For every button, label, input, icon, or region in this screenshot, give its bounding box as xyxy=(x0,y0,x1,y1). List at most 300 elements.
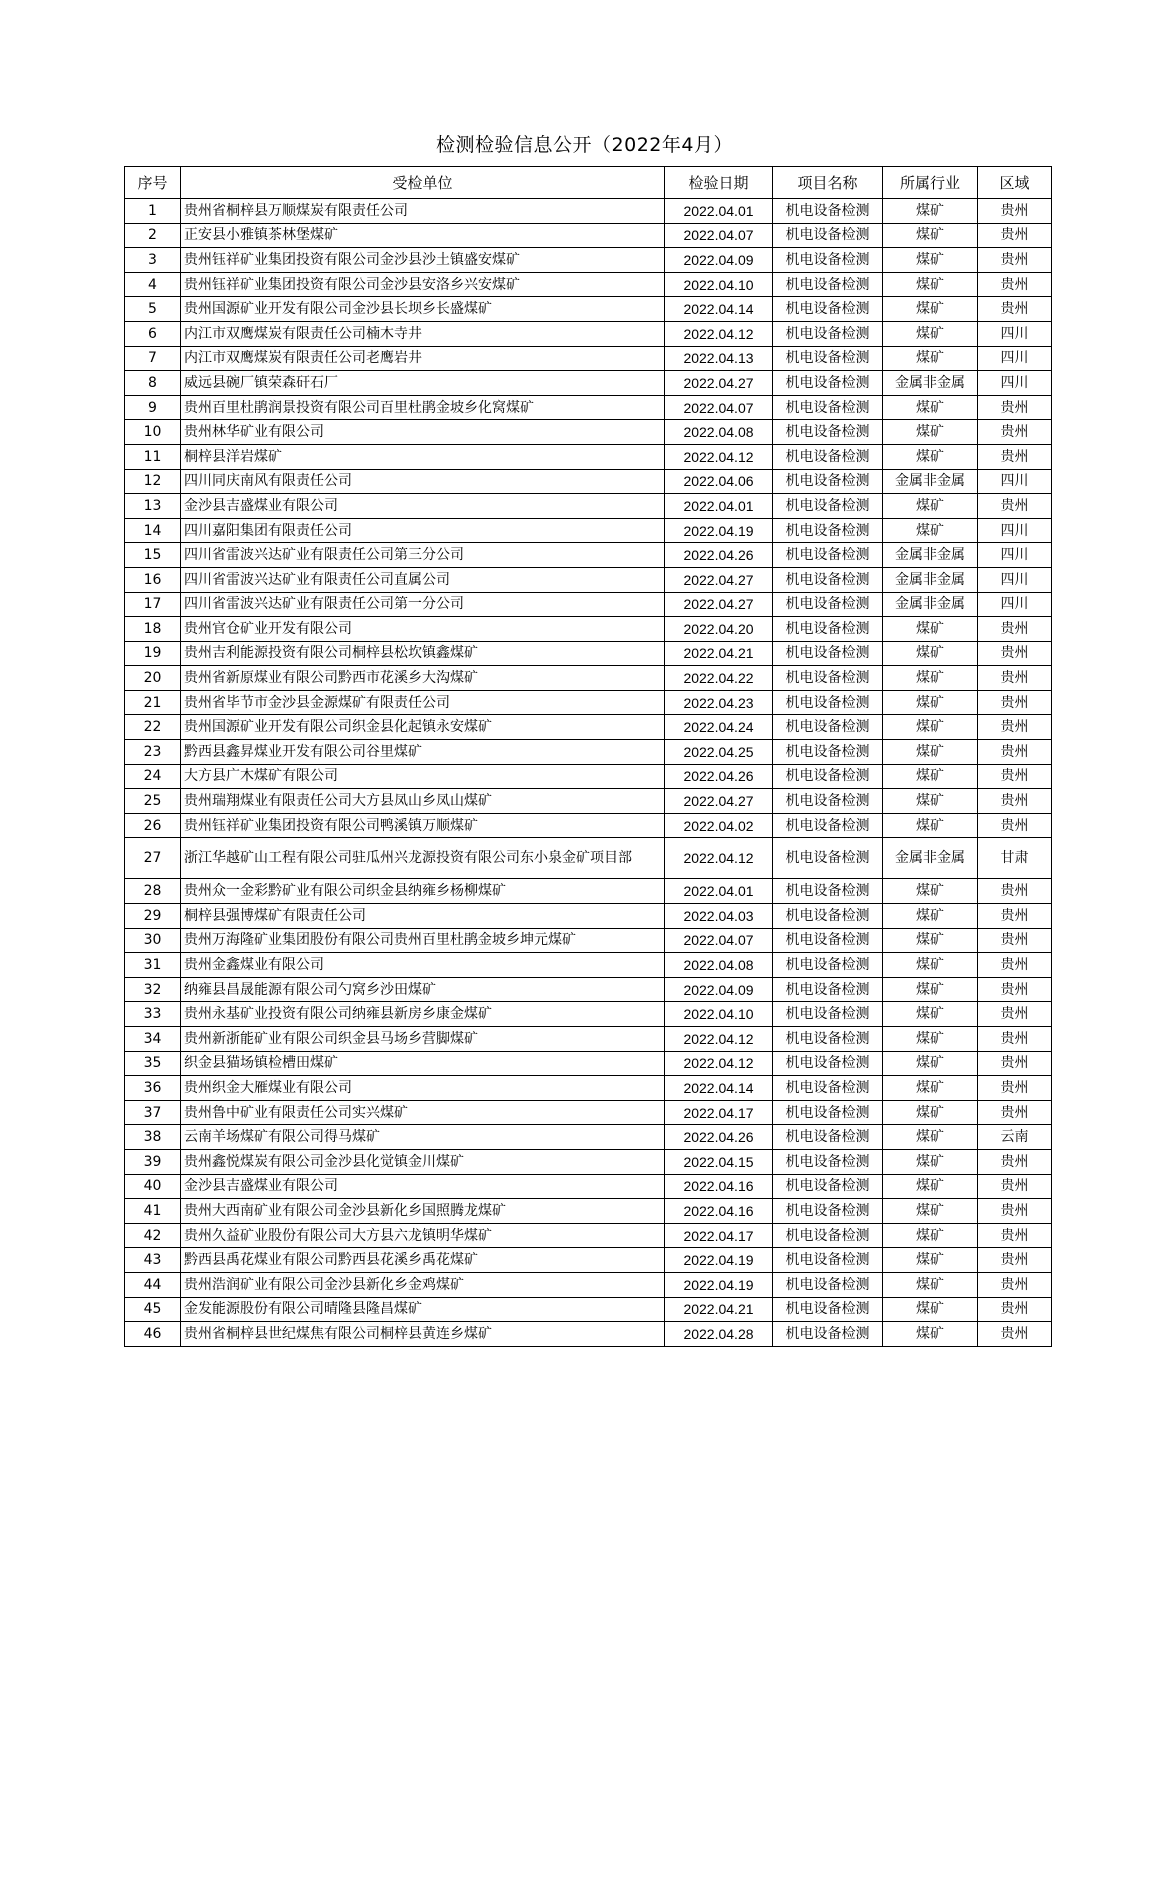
cell-industry: 煤矿 xyxy=(883,1051,978,1076)
table-row xyxy=(125,1027,1052,1052)
table-row xyxy=(125,904,1052,929)
cell-region: 贵州 xyxy=(978,1199,1052,1224)
cell-no: 41 xyxy=(125,1199,181,1224)
cell-industry: 煤矿 xyxy=(883,1027,978,1052)
cell-date: 2022.04.12 xyxy=(665,1051,773,1076)
cell-project: 机电设备检测 xyxy=(773,371,883,396)
cell-date: 2022.04.17 xyxy=(665,1100,773,1125)
cell-no: 45 xyxy=(125,1297,181,1322)
table-row xyxy=(125,617,1052,642)
table-row xyxy=(125,223,1052,248)
cell-no: 30 xyxy=(125,928,181,953)
cell-no: 37 xyxy=(125,1100,181,1125)
table-row xyxy=(125,838,1052,879)
cell-project: 机电设备检测 xyxy=(773,1199,883,1224)
cell-date: 2022.04.16 xyxy=(665,1174,773,1199)
cell-project: 机电设备检测 xyxy=(773,346,883,371)
cell-unit: 内江市双鹰煤炭有限责任公司老鹰岩井 xyxy=(181,346,665,371)
cell-industry: 煤矿 xyxy=(883,953,978,978)
cell-date: 2022.04.27 xyxy=(665,592,773,617)
cell-region: 甘肃 xyxy=(978,838,1052,879)
cell-unit: 金沙县吉盛煤业有限公司 xyxy=(181,1174,665,1199)
cell-date: 2022.04.28 xyxy=(665,1322,773,1347)
cell-project: 机电设备检测 xyxy=(773,813,883,838)
cell-project: 机电设备检测 xyxy=(773,543,883,568)
table-body xyxy=(125,199,1052,1347)
cell-no: 2 xyxy=(125,223,181,248)
cell-industry: 金属非金属 xyxy=(883,838,978,879)
cell-industry: 煤矿 xyxy=(883,764,978,789)
cell-unit: 织金县猫场镇检槽田煤矿 xyxy=(181,1051,665,1076)
cell-date: 2022.04.19 xyxy=(665,1248,773,1273)
cell-region: 四川 xyxy=(978,371,1052,396)
cell-unit: 内江市双鹰煤炭有限责任公司楠木寺井 xyxy=(181,321,665,346)
cell-unit: 贵州鑫悦煤炭有限公司金沙县化觉镇金川煤矿 xyxy=(181,1149,665,1174)
cell-region: 四川 xyxy=(978,567,1052,592)
cell-unit: 贵州国源矿业开发有限公司织金县化起镇永安煤矿 xyxy=(181,715,665,740)
table-row xyxy=(125,321,1052,346)
cell-unit: 正安县小雅镇茶林堡煤矿 xyxy=(181,223,665,248)
table-row xyxy=(125,1125,1052,1150)
cell-region: 贵州 xyxy=(978,789,1052,814)
table-row xyxy=(125,641,1052,666)
table-row xyxy=(125,420,1052,445)
table-row xyxy=(125,346,1052,371)
cell-unit: 贵州国源矿业开发有限公司金沙县长坝乡长盛煤矿 xyxy=(181,297,665,322)
cell-no: 21 xyxy=(125,690,181,715)
cell-date: 2022.04.09 xyxy=(665,248,773,273)
cell-region: 贵州 xyxy=(978,641,1052,666)
cell-unit: 贵州钰祥矿业集团投资有限公司金沙县沙土镇盛安煤矿 xyxy=(181,248,665,273)
cell-industry: 煤矿 xyxy=(883,1149,978,1174)
cell-region: 贵州 xyxy=(978,1051,1052,1076)
cell-region: 四川 xyxy=(978,346,1052,371)
cell-project: 机电设备检测 xyxy=(773,1223,883,1248)
cell-date: 2022.04.10 xyxy=(665,272,773,297)
cell-project: 机电设备检测 xyxy=(773,494,883,519)
cell-project: 机电设备检测 xyxy=(773,395,883,420)
cell-no: 27 xyxy=(125,838,181,879)
cell-region: 贵州 xyxy=(978,666,1052,691)
table-row xyxy=(125,444,1052,469)
cell-region: 贵州 xyxy=(978,1322,1052,1347)
cell-no: 24 xyxy=(125,764,181,789)
cell-unit: 四川省雷波兴达矿业有限责任公司直属公司 xyxy=(181,567,665,592)
cell-unit: 贵州金鑫煤业有限公司 xyxy=(181,953,665,978)
cell-no: 22 xyxy=(125,715,181,740)
cell-no: 38 xyxy=(125,1125,181,1150)
cell-date: 2022.04.07 xyxy=(665,395,773,420)
cell-industry: 煤矿 xyxy=(883,690,978,715)
cell-no: 14 xyxy=(125,518,181,543)
cell-unit: 贵州新浙能矿业有限公司织金县马场乡营脚煤矿 xyxy=(181,1027,665,1052)
cell-industry: 金属非金属 xyxy=(883,371,978,396)
cell-project: 机电设备检测 xyxy=(773,1297,883,1322)
cell-region: 四川 xyxy=(978,321,1052,346)
inspection-table xyxy=(124,166,1052,1347)
table-row xyxy=(125,543,1052,568)
table-row xyxy=(125,272,1052,297)
page-title: 检测检验信息公开（2022年4月） xyxy=(436,134,733,156)
cell-project: 机电设备检测 xyxy=(773,321,883,346)
cell-project: 机电设备检测 xyxy=(773,469,883,494)
cell-date: 2022.04.21 xyxy=(665,1297,773,1322)
cell-unit: 黔西县禹花煤业有限公司黔西县花溪乡禹花煤矿 xyxy=(181,1248,665,1273)
cell-no: 13 xyxy=(125,494,181,519)
cell-unit: 贵州省桐梓县世纪煤焦有限公司桐梓县黄连乡煤矿 xyxy=(181,1322,665,1347)
cell-date: 2022.04.27 xyxy=(665,789,773,814)
cell-region: 四川 xyxy=(978,518,1052,543)
cell-date: 2022.04.27 xyxy=(665,371,773,396)
cell-region: 贵州 xyxy=(978,1100,1052,1125)
cell-industry: 煤矿 xyxy=(883,904,978,929)
header-region: 区域 xyxy=(978,167,1052,199)
cell-region: 贵州 xyxy=(978,1297,1052,1322)
table-row xyxy=(125,469,1052,494)
cell-industry: 煤矿 xyxy=(883,395,978,420)
cell-unit: 四川省雷波兴达矿业有限责任公司第三分公司 xyxy=(181,543,665,568)
cell-industry: 煤矿 xyxy=(883,223,978,248)
cell-date: 2022.04.12 xyxy=(665,838,773,879)
cell-region: 贵州 xyxy=(978,813,1052,838)
cell-region: 贵州 xyxy=(978,977,1052,1002)
table-row xyxy=(125,1322,1052,1347)
cell-no: 46 xyxy=(125,1322,181,1347)
cell-industry: 煤矿 xyxy=(883,740,978,765)
cell-unit: 浙江华越矿山工程有限公司驻瓜州兴龙源投资有限公司东小泉金矿项目部 xyxy=(181,838,665,879)
cell-date: 2022.04.14 xyxy=(665,297,773,322)
table-row xyxy=(125,715,1052,740)
cell-date: 2022.04.23 xyxy=(665,690,773,715)
cell-no: 4 xyxy=(125,272,181,297)
cell-unit: 贵州省新原煤业有限公司黔西市花溪乡大沟煤矿 xyxy=(181,666,665,691)
cell-region: 贵州 xyxy=(978,444,1052,469)
cell-date: 2022.04.07 xyxy=(665,928,773,953)
cell-no: 16 xyxy=(125,567,181,592)
cell-no: 1 xyxy=(125,199,181,224)
cell-unit: 贵州众一金彩黔矿业有限公司织金县纳雍乡杨柳煤矿 xyxy=(181,879,665,904)
cell-project: 机电设备检测 xyxy=(773,199,883,224)
cell-project: 机电设备检测 xyxy=(773,789,883,814)
cell-project: 机电设备检测 xyxy=(773,1322,883,1347)
cell-no: 17 xyxy=(125,592,181,617)
cell-no: 18 xyxy=(125,617,181,642)
cell-unit: 桐梓县洋岩煤矿 xyxy=(181,444,665,469)
table-row xyxy=(125,813,1052,838)
header-unit: 受检单位 xyxy=(181,167,665,199)
cell-unit: 贵州永基矿业投资有限公司纳雍县新房乡康金煤矿 xyxy=(181,1002,665,1027)
header-industry: 所属行业 xyxy=(883,167,978,199)
cell-no: 25 xyxy=(125,789,181,814)
cell-date: 2022.04.14 xyxy=(665,1076,773,1101)
cell-project: 机电设备检测 xyxy=(773,1027,883,1052)
cell-date: 2022.04.07 xyxy=(665,223,773,248)
cell-industry: 煤矿 xyxy=(883,1322,978,1347)
cell-unit: 金沙县吉盛煤业有限公司 xyxy=(181,494,665,519)
cell-region: 贵州 xyxy=(978,879,1052,904)
cell-date: 2022.04.25 xyxy=(665,740,773,765)
cell-unit: 贵州官仓矿业开发有限公司 xyxy=(181,617,665,642)
header-date: 检验日期 xyxy=(665,167,773,199)
cell-no: 34 xyxy=(125,1027,181,1052)
cell-no: 32 xyxy=(125,977,181,1002)
cell-project: 机电设备检测 xyxy=(773,740,883,765)
cell-unit: 贵州林华矿业有限公司 xyxy=(181,420,665,445)
cell-project: 机电设备检测 xyxy=(773,444,883,469)
cell-region: 贵州 xyxy=(978,617,1052,642)
cell-no: 43 xyxy=(125,1248,181,1273)
cell-industry: 煤矿 xyxy=(883,420,978,445)
cell-industry: 煤矿 xyxy=(883,1199,978,1224)
cell-region: 贵州 xyxy=(978,1248,1052,1273)
cell-unit: 纳雍县昌晟能源有限公司勺窝乡沙田煤矿 xyxy=(181,977,665,1002)
cell-project: 机电设备检测 xyxy=(773,1149,883,1174)
cell-industry: 金属非金属 xyxy=(883,567,978,592)
cell-region: 贵州 xyxy=(978,740,1052,765)
cell-project: 机电设备检测 xyxy=(773,953,883,978)
cell-date: 2022.04.26 xyxy=(665,764,773,789)
cell-no: 3 xyxy=(125,248,181,273)
cell-industry: 煤矿 xyxy=(883,1125,978,1150)
cell-project: 机电设备检测 xyxy=(773,879,883,904)
cell-unit: 贵州省桐梓县万顺煤炭有限责任公司 xyxy=(181,199,665,224)
cell-date: 2022.04.01 xyxy=(665,879,773,904)
cell-project: 机电设备检测 xyxy=(773,838,883,879)
cell-no: 9 xyxy=(125,395,181,420)
cell-date: 2022.04.02 xyxy=(665,813,773,838)
cell-date: 2022.04.10 xyxy=(665,1002,773,1027)
cell-industry: 煤矿 xyxy=(883,789,978,814)
header-no: 序号 xyxy=(125,167,181,199)
table-row xyxy=(125,879,1052,904)
cell-region: 四川 xyxy=(978,592,1052,617)
cell-project: 机电设备检测 xyxy=(773,1248,883,1273)
cell-industry: 煤矿 xyxy=(883,1002,978,1027)
table-row xyxy=(125,953,1052,978)
cell-date: 2022.04.08 xyxy=(665,420,773,445)
cell-industry: 煤矿 xyxy=(883,1272,978,1297)
cell-date: 2022.04.03 xyxy=(665,904,773,929)
table-row xyxy=(125,1051,1052,1076)
cell-no: 35 xyxy=(125,1051,181,1076)
cell-date: 2022.04.21 xyxy=(665,641,773,666)
cell-no: 42 xyxy=(125,1223,181,1248)
header-project: 项目名称 xyxy=(773,167,883,199)
cell-date: 2022.04.12 xyxy=(665,1027,773,1052)
cell-no: 6 xyxy=(125,321,181,346)
cell-unit: 贵州大西南矿业有限公司金沙县新化乡国照腾龙煤矿 xyxy=(181,1199,665,1224)
cell-industry: 煤矿 xyxy=(883,199,978,224)
cell-date: 2022.04.01 xyxy=(665,199,773,224)
cell-project: 机电设备检测 xyxy=(773,248,883,273)
cell-region: 贵州 xyxy=(978,248,1052,273)
cell-date: 2022.04.24 xyxy=(665,715,773,740)
cell-unit: 四川嘉阳集团有限责任公司 xyxy=(181,518,665,543)
cell-date: 2022.04.12 xyxy=(665,444,773,469)
cell-project: 机电设备检测 xyxy=(773,904,883,929)
cell-date: 2022.04.06 xyxy=(665,469,773,494)
cell-region: 贵州 xyxy=(978,494,1052,519)
cell-industry: 煤矿 xyxy=(883,1248,978,1273)
table-row xyxy=(125,1248,1052,1273)
cell-unit: 金发能源股份有限公司晴隆县隆昌煤矿 xyxy=(181,1297,665,1322)
cell-date: 2022.04.19 xyxy=(665,1272,773,1297)
cell-region: 贵州 xyxy=(978,690,1052,715)
cell-date: 2022.04.22 xyxy=(665,666,773,691)
table-row xyxy=(125,1076,1052,1101)
table-row xyxy=(125,1002,1052,1027)
table-row xyxy=(125,371,1052,396)
cell-region: 贵州 xyxy=(978,764,1052,789)
cell-industry: 煤矿 xyxy=(883,666,978,691)
cell-industry: 煤矿 xyxy=(883,641,978,666)
cell-date: 2022.04.16 xyxy=(665,1199,773,1224)
cell-project: 机电设备检测 xyxy=(773,1174,883,1199)
cell-region: 云南 xyxy=(978,1125,1052,1150)
cell-project: 机电设备检测 xyxy=(773,223,883,248)
table-row xyxy=(125,690,1052,715)
cell-industry: 煤矿 xyxy=(883,617,978,642)
cell-no: 26 xyxy=(125,813,181,838)
table-row xyxy=(125,740,1052,765)
cell-unit: 贵州吉利能源投资有限公司桐梓县松坎镇鑫煤矿 xyxy=(181,641,665,666)
cell-project: 机电设备检测 xyxy=(773,420,883,445)
cell-no: 10 xyxy=(125,420,181,445)
cell-industry: 煤矿 xyxy=(883,1076,978,1101)
cell-industry: 煤矿 xyxy=(883,1174,978,1199)
cell-region: 贵州 xyxy=(978,715,1052,740)
cell-project: 机电设备检测 xyxy=(773,1076,883,1101)
cell-no: 44 xyxy=(125,1272,181,1297)
cell-no: 39 xyxy=(125,1149,181,1174)
cell-date: 2022.04.17 xyxy=(665,1223,773,1248)
cell-industry: 煤矿 xyxy=(883,879,978,904)
table-row xyxy=(125,1272,1052,1297)
cell-industry: 煤矿 xyxy=(883,977,978,1002)
cell-region: 贵州 xyxy=(978,1223,1052,1248)
cell-region: 贵州 xyxy=(978,953,1052,978)
cell-unit: 贵州省毕节市金沙县金源煤矿有限责任公司 xyxy=(181,690,665,715)
cell-no: 28 xyxy=(125,879,181,904)
cell-region: 贵州 xyxy=(978,904,1052,929)
cell-unit: 贵州钰祥矿业集团投资有限公司鸭溪镇万顺煤矿 xyxy=(181,813,665,838)
cell-unit: 贵州百里杜鹃润景投资有限公司百里杜鹃金坡乡化窝煤矿 xyxy=(181,395,665,420)
cell-project: 机电设备检测 xyxy=(773,977,883,1002)
cell-project: 机电设备检测 xyxy=(773,1272,883,1297)
cell-date: 2022.04.26 xyxy=(665,543,773,568)
cell-region: 贵州 xyxy=(978,1027,1052,1052)
cell-unit: 贵州万海隆矿业集团股份有限公司贵州百里杜鹃金坡乡坤元煤矿 xyxy=(181,928,665,953)
cell-no: 20 xyxy=(125,666,181,691)
cell-date: 2022.04.20 xyxy=(665,617,773,642)
cell-project: 机电设备检测 xyxy=(773,518,883,543)
cell-unit: 云南羊场煤矿有限公司得马煤矿 xyxy=(181,1125,665,1150)
cell-date: 2022.04.13 xyxy=(665,346,773,371)
cell-date: 2022.04.08 xyxy=(665,953,773,978)
cell-region: 贵州 xyxy=(978,395,1052,420)
cell-no: 19 xyxy=(125,641,181,666)
cell-industry: 煤矿 xyxy=(883,1223,978,1248)
cell-region: 贵州 xyxy=(978,272,1052,297)
cell-project: 机电设备检测 xyxy=(773,272,883,297)
cell-project: 机电设备检测 xyxy=(773,715,883,740)
table-row xyxy=(125,928,1052,953)
cell-project: 机电设备检测 xyxy=(773,1100,883,1125)
cell-no: 40 xyxy=(125,1174,181,1199)
cell-project: 机电设备检测 xyxy=(773,764,883,789)
cell-unit: 贵州久益矿业股份有限公司大方县六龙镇明华煤矿 xyxy=(181,1223,665,1248)
cell-region: 四川 xyxy=(978,469,1052,494)
cell-date: 2022.04.01 xyxy=(665,494,773,519)
cell-unit: 威远县碗厂镇荣森矸石厂 xyxy=(181,371,665,396)
cell-region: 贵州 xyxy=(978,420,1052,445)
cell-industry: 金属非金属 xyxy=(883,543,978,568)
cell-region: 贵州 xyxy=(978,199,1052,224)
cell-project: 机电设备检测 xyxy=(773,567,883,592)
table-row xyxy=(125,1297,1052,1322)
cell-no: 5 xyxy=(125,297,181,322)
table-row xyxy=(125,199,1052,224)
cell-region: 贵州 xyxy=(978,223,1052,248)
cell-industry: 煤矿 xyxy=(883,1297,978,1322)
cell-unit: 贵州钰祥矿业集团投资有限公司金沙县安洛乡兴安煤矿 xyxy=(181,272,665,297)
cell-region: 贵州 xyxy=(978,928,1052,953)
cell-no: 12 xyxy=(125,469,181,494)
cell-industry: 煤矿 xyxy=(883,494,978,519)
table-row xyxy=(125,567,1052,592)
cell-unit: 黔西县鑫昇煤业开发有限公司谷里煤矿 xyxy=(181,740,665,765)
cell-no: 33 xyxy=(125,1002,181,1027)
cell-project: 机电设备检测 xyxy=(773,1051,883,1076)
table-row xyxy=(125,494,1052,519)
table-row xyxy=(125,764,1052,789)
cell-no: 36 xyxy=(125,1076,181,1101)
cell-project: 机电设备检测 xyxy=(773,690,883,715)
table-row xyxy=(125,1174,1052,1199)
cell-region: 贵州 xyxy=(978,1272,1052,1297)
cell-industry: 煤矿 xyxy=(883,518,978,543)
cell-project: 机电设备检测 xyxy=(773,1002,883,1027)
cell-project: 机电设备检测 xyxy=(773,297,883,322)
cell-no: 7 xyxy=(125,346,181,371)
cell-region: 贵州 xyxy=(978,1174,1052,1199)
cell-project: 机电设备检测 xyxy=(773,592,883,617)
table-row xyxy=(125,518,1052,543)
cell-region: 贵州 xyxy=(978,1076,1052,1101)
cell-date: 2022.04.19 xyxy=(665,518,773,543)
cell-industry: 煤矿 xyxy=(883,272,978,297)
cell-project: 机电设备检测 xyxy=(773,666,883,691)
cell-industry: 煤矿 xyxy=(883,813,978,838)
cell-industry: 煤矿 xyxy=(883,928,978,953)
cell-date: 2022.04.26 xyxy=(665,1125,773,1150)
cell-industry: 金属非金属 xyxy=(883,469,978,494)
cell-no: 15 xyxy=(125,543,181,568)
cell-project: 机电设备检测 xyxy=(773,928,883,953)
cell-unit: 桐梓县强博煤矿有限责任公司 xyxy=(181,904,665,929)
table-row xyxy=(125,1199,1052,1224)
cell-unit: 贵州浩润矿业有限公司金沙县新化乡金鸡煤矿 xyxy=(181,1272,665,1297)
table-row xyxy=(125,1223,1052,1248)
table-row xyxy=(125,248,1052,273)
cell-industry: 金属非金属 xyxy=(883,592,978,617)
cell-unit: 贵州瑞翔煤业有限责任公司大方县凤山乡凤山煤矿 xyxy=(181,789,665,814)
cell-no: 11 xyxy=(125,444,181,469)
cell-date: 2022.04.15 xyxy=(665,1149,773,1174)
table-row xyxy=(125,789,1052,814)
table-row xyxy=(125,395,1052,420)
table-row xyxy=(125,1149,1052,1174)
